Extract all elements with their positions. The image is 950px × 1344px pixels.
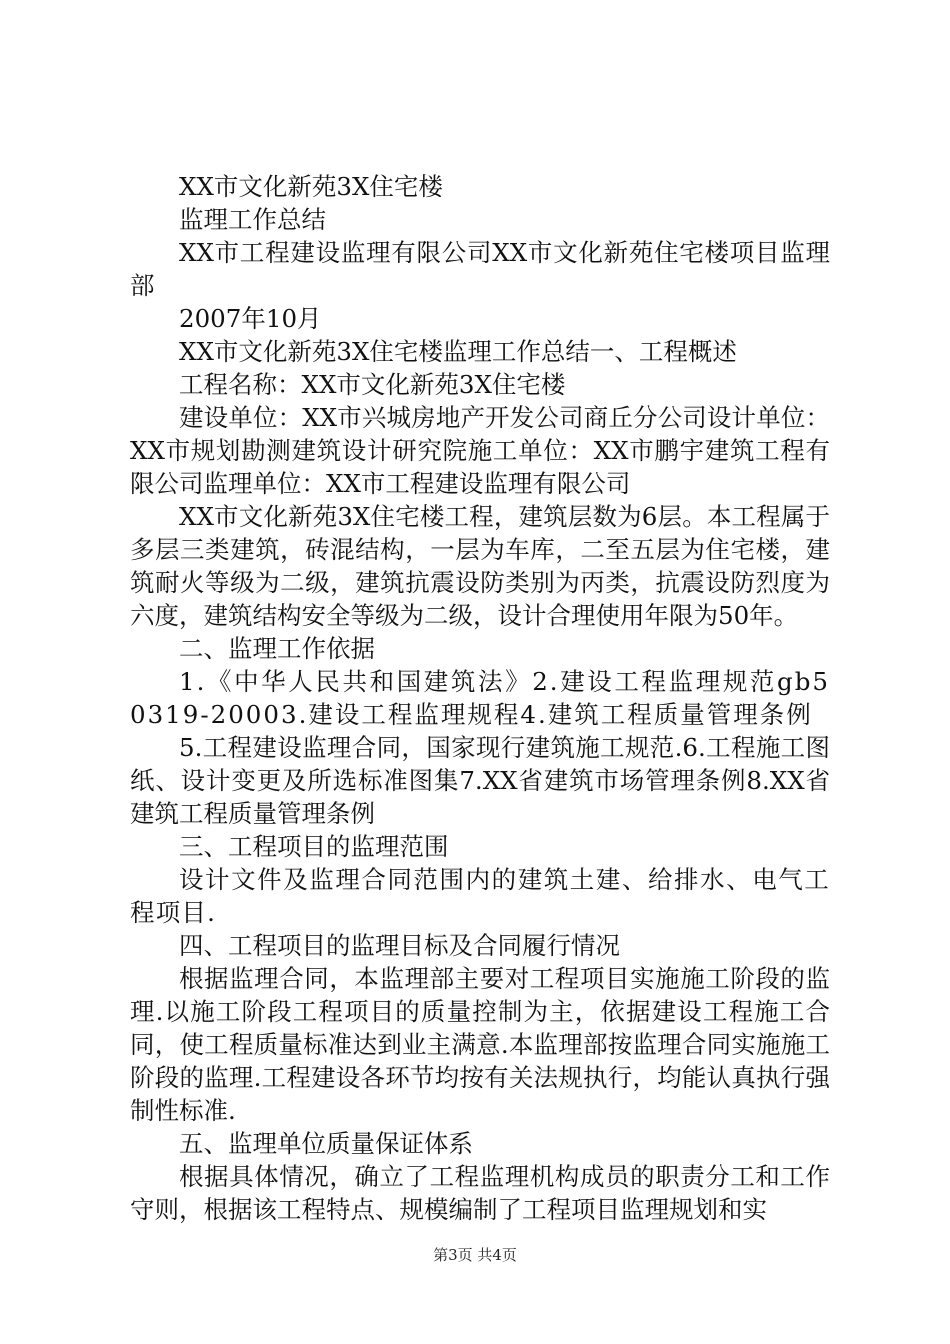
project-title: XX市文化新苑3X住宅楼: [179, 172, 443, 201]
report-title: 监理工作总结: [179, 205, 326, 234]
basis-list-part-1: 1.《中华人民共和国建筑法》2.建设工程监理规范gb50319-20003.建设工程监理规程4.建筑工程质量管理条例: [130, 667, 830, 729]
page-footer: 第3页 共4页: [433, 1246, 517, 1264]
quality-system-paragraph: 根据具体情况，确立了工程监理机构成员的职责分工和工作守则，根据该工程特点、规模编制了工程项目监理规划和实: [130, 1162, 830, 1224]
project-parties-paragraph: 建设单位：XX市兴城房地产开发公司商丘分公司设计单位：XX市规划勘测建筑设计研究院施工单位：XX市鹏宇建筑工程有限公司监理单位：XX市工程建设监理有限公司: [130, 403, 830, 498]
section-5-heading: 五、监理单位质量保证体系: [179, 1129, 473, 1158]
section-2-heading: 二、监理工作依据: [179, 634, 375, 663]
organization-name: XX市工程建设监理有限公司XX市文化新苑住宅楼项目监理部: [130, 238, 830, 300]
section-4-heading: 四、工程项目的监理目标及合同履行情况: [179, 931, 620, 960]
report-date: 2007年10月: [179, 304, 322, 333]
section-3-heading: 三、工程项目的监理范围: [179, 832, 449, 861]
project-name-line: 工程名称：XX市文化新苑3X住宅楼: [179, 370, 566, 399]
section-1-heading: XX市文化新苑3X住宅楼监理工作总结一、工程概述: [179, 337, 737, 366]
scope-paragraph: 设计文件及监理合同范围内的建筑土建、给排水、电气工程项目.: [130, 865, 830, 927]
basis-list-part-2: 5.工程建设监理合同，国家现行建筑施工规范.6.工程施工图纸、设计变更及所选标准图集7.XX省建筑市场管理条例8.XX省建筑工程质量管理条例: [130, 733, 830, 828]
document-body: [130, 170, 830, 1226]
objectives-paragraph: 根据监理合同，本监理部主要对工程项目实施施工阶段的监理.以施工阶段工程项目的质量控制为主，依据建设工程施工合同，使工程质量标准达到业主满意.本监理部按监理合同实施施工阶段的监理.工程建设各环节均按有关法规执行，均能认真执行强制性标准.: [130, 964, 830, 1125]
project-overview-paragraph: XX市文化新苑3X住宅楼工程，建筑层数为6层。本工程属于多层三类建筑，砖混结构，一层为车库，二至五层为住宅楼，建筑耐火等级为二级，建筑抗震设防类别为丙类，抗震设防烈度为六度，建筑结构安全等级为二级，设计合理使用年限为50年。: [130, 502, 830, 630]
